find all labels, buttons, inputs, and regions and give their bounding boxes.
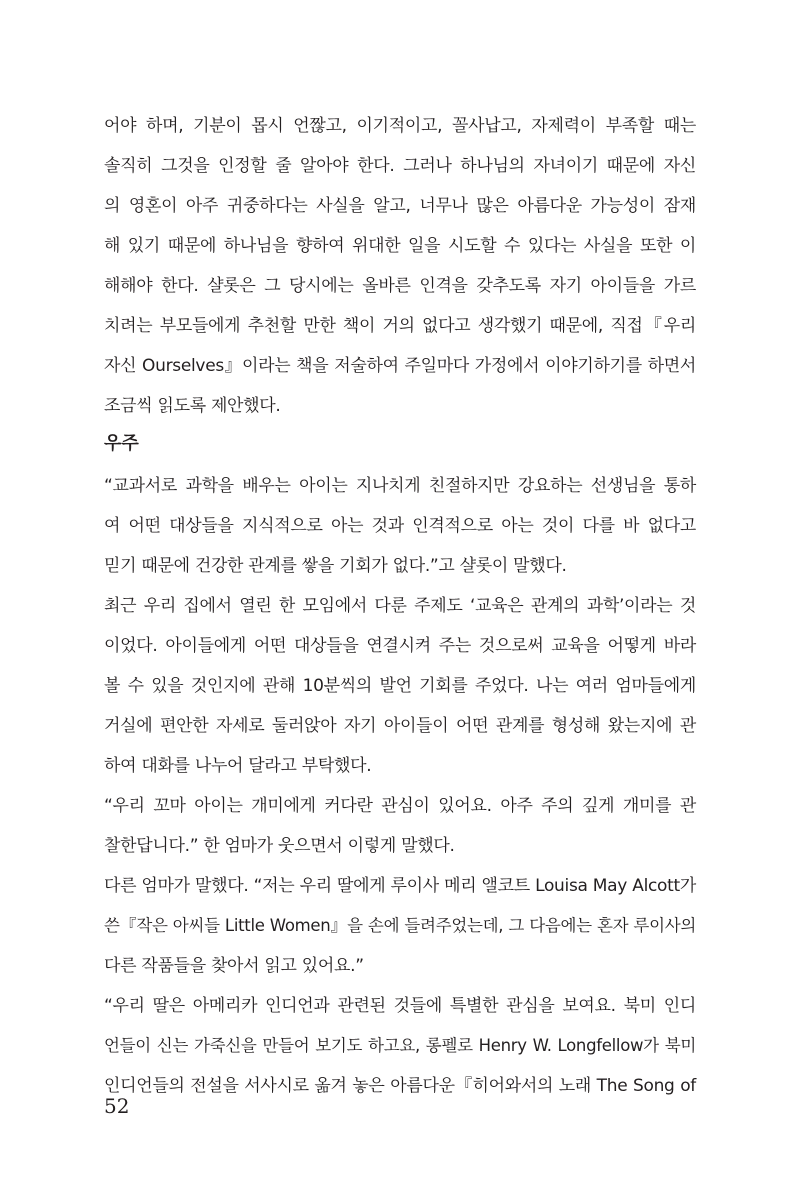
paragraph-3-line-3: 볼 수 있을 것인지에 관해 10분씩의 발언 기회를 주었다. 나는 여러 엄마들에게 bbox=[104, 676, 696, 696]
paragraph-3-line-5: 하여 대화를 나누어 달라고 부탁했다. bbox=[104, 756, 372, 776]
paragraph-1-line-4: 해 있기 때문에 하나님을 향하여 위대한 일을 시도할 수 있다는 사실을 또한 이 bbox=[104, 236, 696, 256]
paragraph-1-line-7: 자신 Ourselves』이라는 책을 저술하여 주일마다 가정에서 이야기하기를 하면서 bbox=[104, 356, 696, 376]
paragraph-1-line-3: 의 영혼이 아주 귀중하다는 사실을 알고, 너무나 많은 아름다운 가능성이 잠재 bbox=[104, 196, 696, 216]
section-heading: 우주 bbox=[104, 433, 139, 454]
paragraph-1-line-2: 솔직히 그것을 인정할 줄 알아야 한다. 그러나 하나님의 자녀이기 때문에 자신 bbox=[104, 156, 696, 176]
paragraph-4-line-1: “우리 꼬마 아이는 개미에게 커다란 관심이 있어요. 아주 주의 깊게 개미를 관 bbox=[104, 796, 696, 816]
paragraph-1-line-1: 어야 하며, 기분이 몹시 언짢고, 이기적이고, 꼴사납고, 자제력이 부족할 때는 bbox=[104, 116, 696, 136]
paragraph-5-line-2: 쓴『작은 아씨들 Little Women』을 손에 들려주었는데, 그 다음에는 혼자 루이사의 bbox=[104, 916, 696, 935]
paragraph-1-line-6: 치려는 부모들에게 추천할 만한 책이 거의 없다고 생각했기 때문에, 직접『우리 bbox=[104, 316, 696, 336]
paragraph-1-line-5: 해해야 한다. 샬롯은 그 당시에는 올바른 인격을 갖추도록 자기 아이들을 가르 bbox=[104, 276, 696, 296]
paragraph-6-line-1: “우리 딸은 아메리카 인디언과 관련된 것들에 특별한 관심을 보여요. 북미 인디 bbox=[104, 996, 696, 1016]
paragraph-2-line-3: 믿기 때문에 건강한 관계를 쌓을 기회가 없다.”고 샬롯이 말했다. bbox=[104, 556, 567, 576]
paragraph-5-line-3: 다른 작품들을 찾아서 읽고 있어요.” bbox=[104, 956, 364, 976]
paragraph-6-line-2: 언들이 신는 가죽신을 만들어 보기도 하고요, 롱펠로 Henry W. Longfellow가 북미 bbox=[104, 1036, 696, 1055]
paragraph-6-line-3: 인디언들의 전설을 서사시로 옮겨 놓은 아름다운『히어와서의 노래 The Song of bbox=[104, 1076, 696, 1096]
paragraph-2-line-1: “교과서로 과학을 배우는 아이는 지나치게 친절하지만 강요하는 선생님을 통하 bbox=[104, 476, 696, 496]
paragraph-1-line-8: 조금씩 읽도록 제안했다. bbox=[104, 396, 281, 416]
paragraph-5-line-1: 다른 엄마가 말했다. “저는 우리 딸에게 루이사 메리 앨코트 Louisa May Alcott가 bbox=[104, 876, 696, 896]
paragraph-3-line-1: 최근 우리 집에서 열린 한 모임에서 다룬 주제도 ‘교육은 관계의 과학’이라는 것 bbox=[104, 596, 696, 616]
paragraph-3-line-2: 이었다. 아이들에게 어떤 대상들을 연결시켜 주는 것으로써 교육을 어떻게 바라 bbox=[104, 636, 696, 656]
page-number: 52 bbox=[104, 1094, 130, 1118]
paragraph-2-line-2: 여 어떤 대상들을 지식적으로 아는 것과 인격적으로 아는 것이 다를 바 없다고 bbox=[104, 516, 696, 536]
paragraph-4-line-2: 찰한답니다.” 한 엄마가 웃으면서 이렇게 말했다. bbox=[104, 836, 455, 856]
paragraph-3-line-4: 거실에 편안한 자세로 둘러앉아 자기 아이들이 어떤 관계를 형성해 왔는지에 관 bbox=[104, 716, 696, 736]
